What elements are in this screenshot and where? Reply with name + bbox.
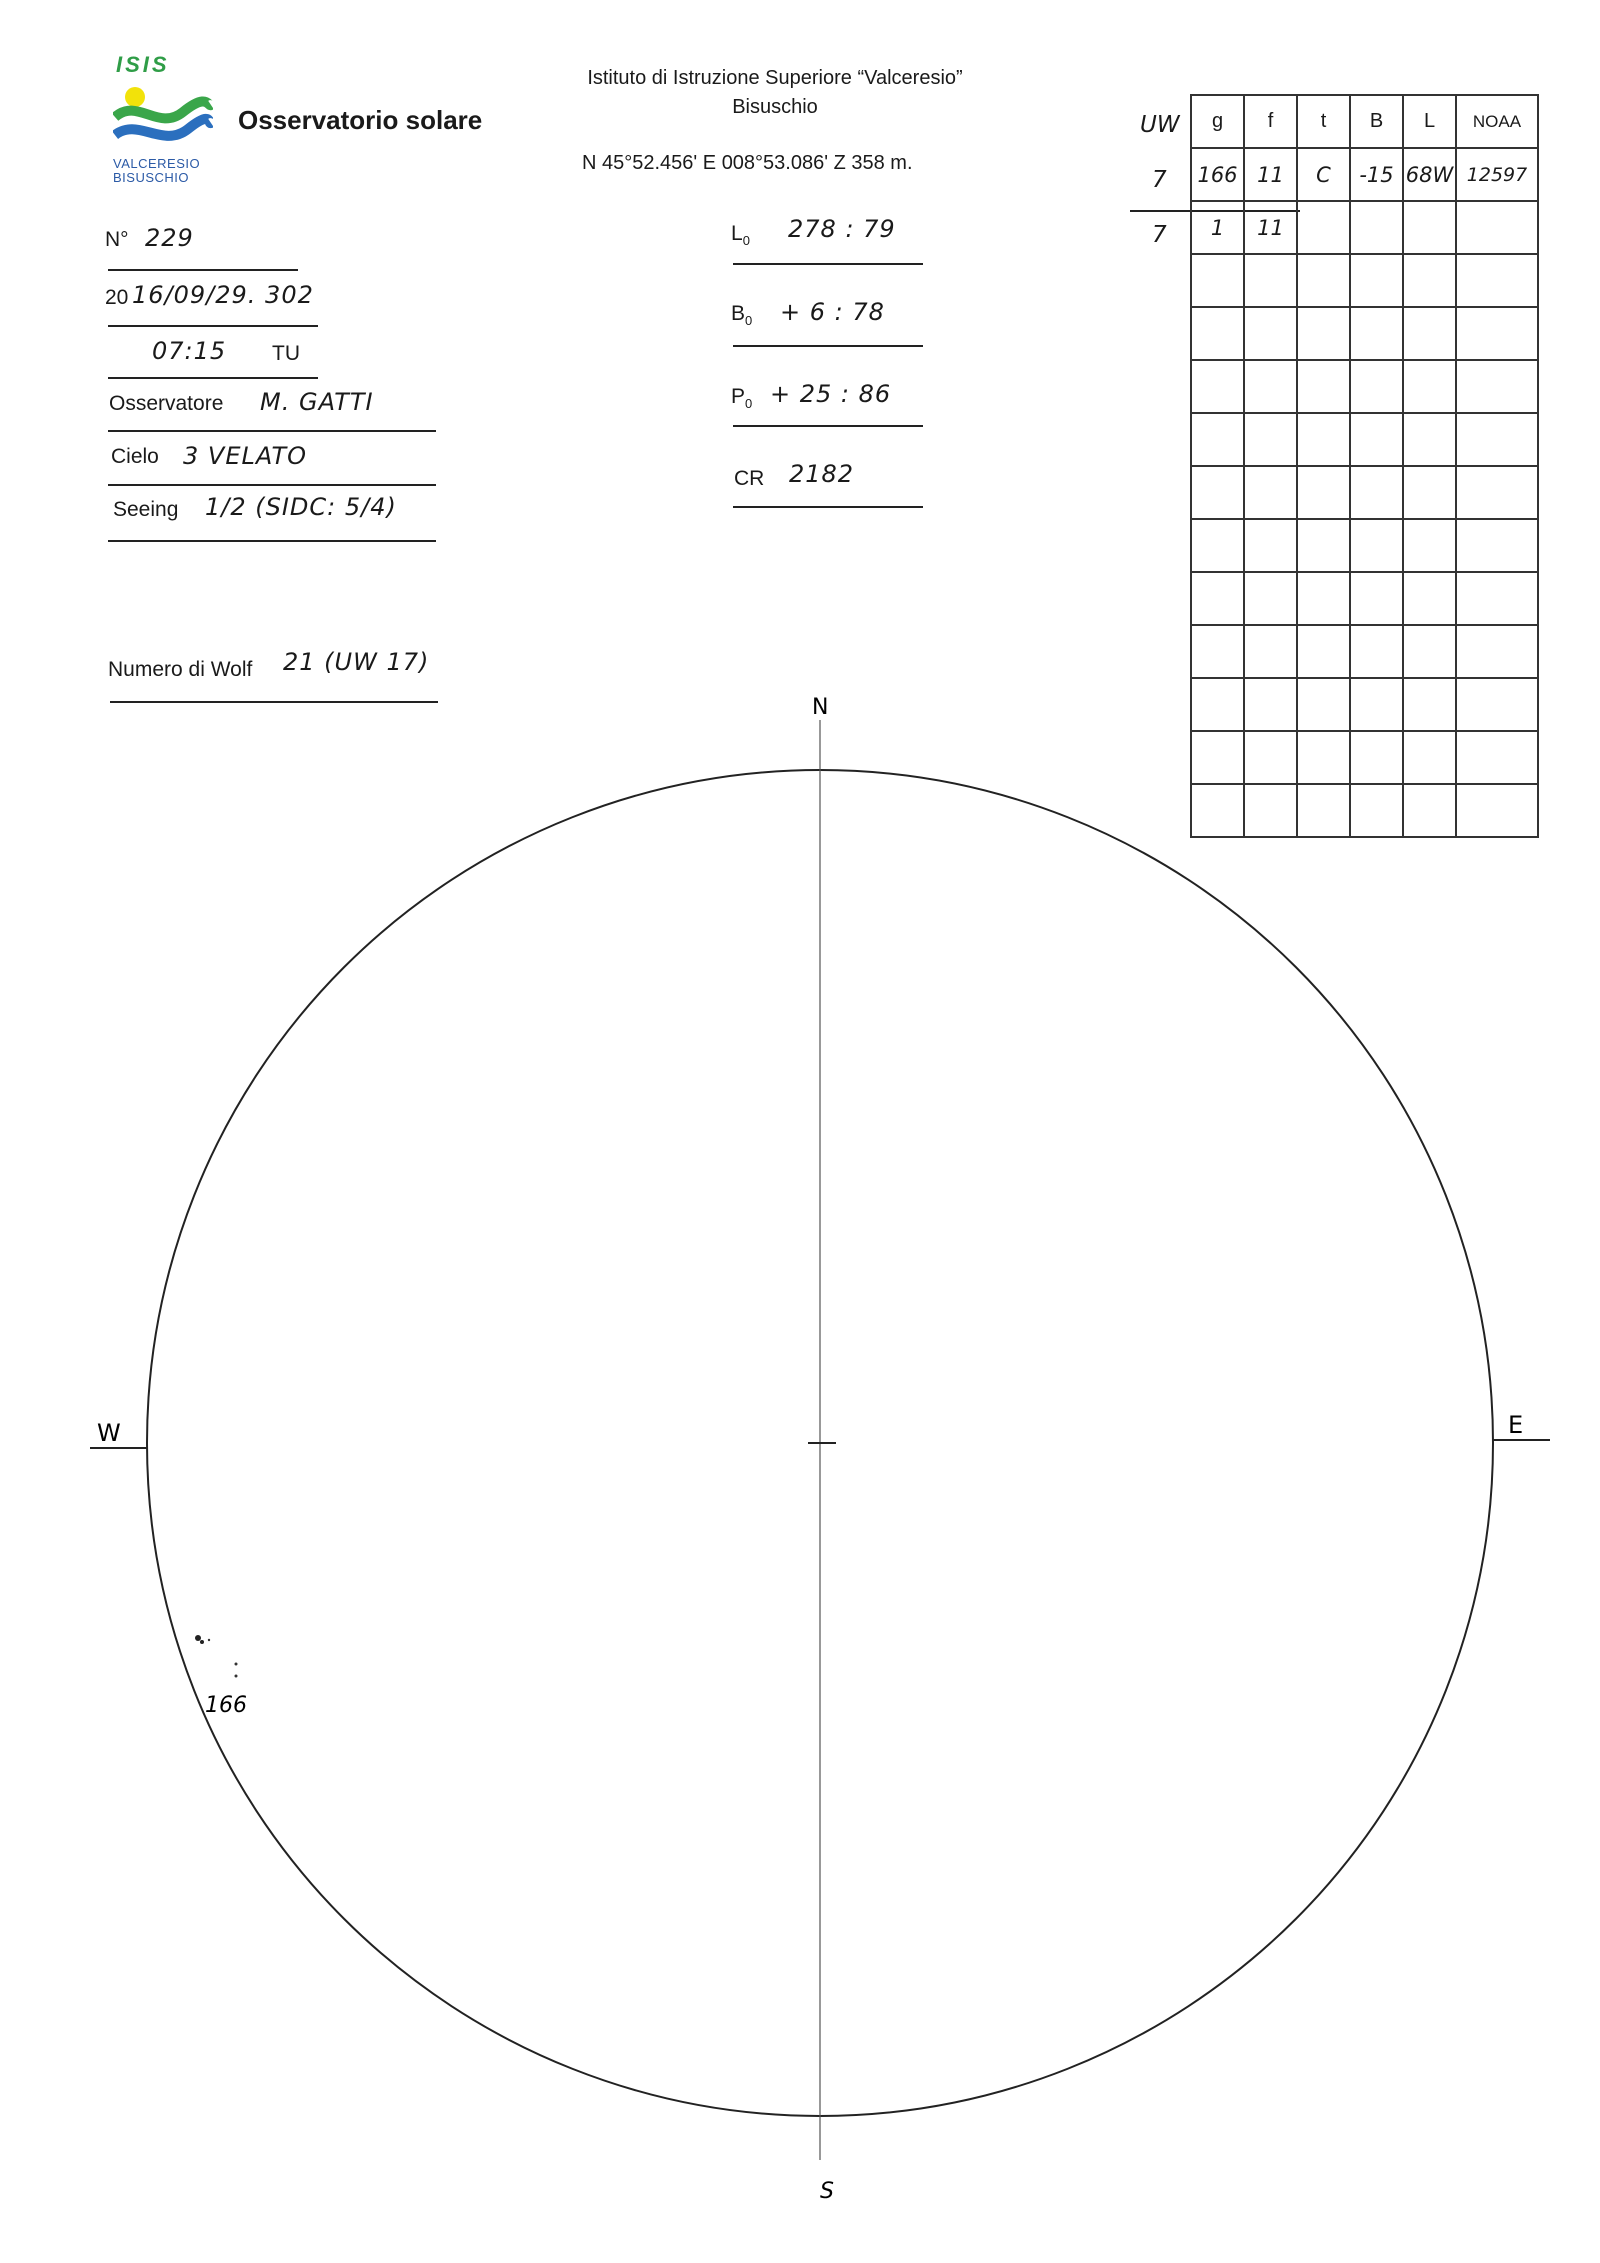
col-header-b: B [1350,95,1403,148]
col-header-g: g [1191,95,1244,148]
sunspot [208,1639,210,1641]
l0-label: $L_0$ [731,222,750,249]
uw-value-2: 7 [1152,222,1167,248]
sunspot [195,1635,201,1641]
observer-label: Osservatore [109,392,224,415]
sunspot-group [195,1635,238,1678]
observatory-title: Osservatorio solare [238,105,483,135]
col-header-l: L [1403,95,1456,148]
col-header-t: t [1297,95,1350,148]
site-coordinates: N 45°52.456' E 008°53.086' Z 358 m. [582,152,913,174]
institute-name: Istituto di Istruzione Superiore “Valceresio” [587,67,963,89]
time-unit: TU [272,342,300,365]
sky-label: Cielo [111,445,159,468]
south-label: S [820,2179,834,2204]
sunspot [200,1640,204,1644]
logo-line-1: VALCERESIO [113,156,201,171]
cell-g: 1 [1191,201,1244,254]
north-label: N [812,695,829,720]
col-header-f: f [1244,95,1297,148]
number-label: N° [105,228,129,251]
institute-town: Bisuschio [732,96,818,118]
cell-g: 166 [1191,148,1244,201]
sunspot [235,1675,238,1678]
cell-b: -15 [1350,148,1403,201]
cr-label: CR [734,467,765,490]
cell-l: 68W [1403,148,1456,201]
date-prefix: 20 [105,286,129,309]
west-label: W [97,1419,121,1447]
uw-header: UW [1140,112,1180,138]
wolf-value: 21 (UW 17) [283,648,430,676]
cell-t: C [1297,148,1350,201]
cell-f: 11 [1244,148,1297,201]
east-label: E [1508,1411,1524,1439]
observer-value: M. GATTI [260,388,374,416]
logo-line-2: BISUSCHIO [113,170,190,185]
b0-label: $B_0$ [731,302,753,329]
uw-value-1: 7 [1152,167,1167,193]
sky-value: 3 VELATO [183,442,308,470]
time-value: 07:15 [152,337,227,365]
cell-noaa: 12597 [1456,148,1538,201]
date-value: 16/09/29. 302 [132,281,314,309]
l0-value: 278 : 79 [788,215,896,243]
cell-f: 11 [1244,201,1297,254]
seeing-value: 1/2 (SIDC: 5/4) [205,493,397,521]
seeing-label: Seeing [113,498,179,521]
p0-label: $P_0$ [731,385,753,412]
sunspot [235,1663,238,1666]
p0-value: + 25 : 86 [770,380,892,408]
number-value: 229 [145,224,194,252]
group-label: 166 [205,1693,247,1718]
logo-text: ISIS [116,52,170,77]
cr-value: 2182 [789,460,855,488]
wolf-label: Numero di Wolf [108,658,253,681]
col-header-noaa: NOAA [1456,95,1538,148]
b0-value: + 6 : 78 [780,298,885,326]
